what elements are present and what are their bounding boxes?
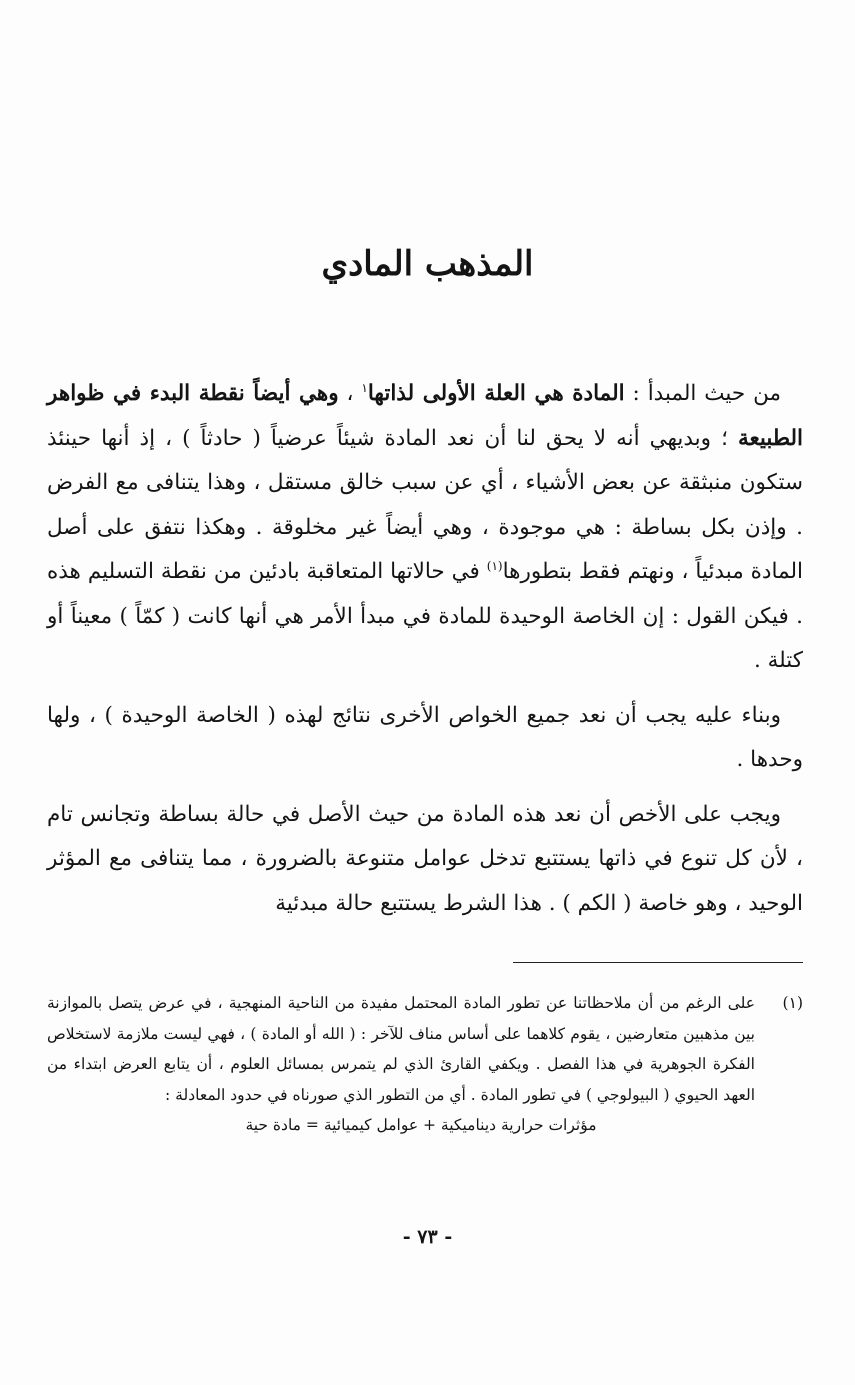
paragraph-1-segment: من حيث المبدأ : [624, 381, 781, 406]
paragraph-3: ويجب على الأخص أن نعد هذه المادة من حيث الأصل في حالة بساطة وتجانس تام ، لأن كل تنوع في ذاتها يستتبع تدخل عوامل متنوعة بالضرورة ، مما يتنافى مع المؤثر الوحيد ، وهو خاصة ( الكم ) . هذا الشرط يستتبع حالة مبدئية [47, 801, 803, 916]
page-number: - ٧٣ - [402, 1226, 453, 1248]
paragraph-1-segment: في حالاتها المتعاقبة بادئين من نقطة التسليم هذه . فيكن القول : إن الخاصة الوحيدة للمادة في مبدأ الأمر هي أنها كانت ( كمّاً ) معيناً أو كتلة . [47, 559, 803, 673]
footnote-marker: (١) [782, 994, 803, 1012]
paragraph-2: وبناء عليه يجب أن نعد جميع الخواص الأخرى نتائج لهذه ( الخاصة الوحيدة ) ، ولها وحدها . [47, 702, 803, 772]
footnote-content [47, 988, 755, 1141]
chapter-title: المذهب المادي [321, 244, 534, 284]
footnote-1 [47, 988, 803, 1141]
inline-note-mark: ١ [361, 380, 368, 395]
bold-phrase-starting-point: وهي أيضاً نقطة البدء في ظواهر الطبيعة [47, 381, 803, 451]
footnote-divider [513, 962, 803, 963]
footnote-equation: مؤثرات حرارية ديناميكية + عوامل كيميائية = مادة حية [245, 1116, 597, 1134]
paragraph-1-segment: ، [338, 381, 362, 406]
bold-phrase-first-cause: المادة هي العلة الأولى لذاتها [367, 381, 625, 406]
paragraph-1-segment: ؛ وبديهي أنه لا يحق لنا أن نعد المادة شيئاً عرضياً ( حادثاً ) ، إذ أنها حينئذ ستكون منبثقة عن بعض الأشياء ، أي عن سبب خالق مستقل ، وهذا يتنافى مع الفرض . وإذن بكل بساطة : هي موجودة ، وهي أيضاً غير مخلوقة . وهكذا نتفق على أصل المادة مبدئياً ، ونهتم فقط بتطورها [47, 425, 803, 584]
paragraph-1 [47, 372, 803, 684]
footnotes-section [47, 988, 803, 1141]
footnote-reference[interactable]: (١) [486, 558, 503, 573]
body-text [47, 372, 803, 926]
footnote-text: على الرغم من أن ملاحظاتنا عن تطور المادة المحتمل مفيدة من الناحية المنهجية ، في عرض يتصل بالموازنة بين مذهبين متعارضين ، يقوم كلاهما على أساس مناف للآخر : ( الله أو المادة ) ، فهي ليست ملازمة لاستخلاص الفكرة الجوهرية في هذا الفصل . ويكفي القارئ الذي لم يتمرس بمسائل العلوم ، أن يتابع العرض ابتداء من العهد الحيوي ( البيولوجي ) في تطور المادة . أي من التطور الذي صورناه في حدود المعادلة : [47, 994, 755, 1104]
